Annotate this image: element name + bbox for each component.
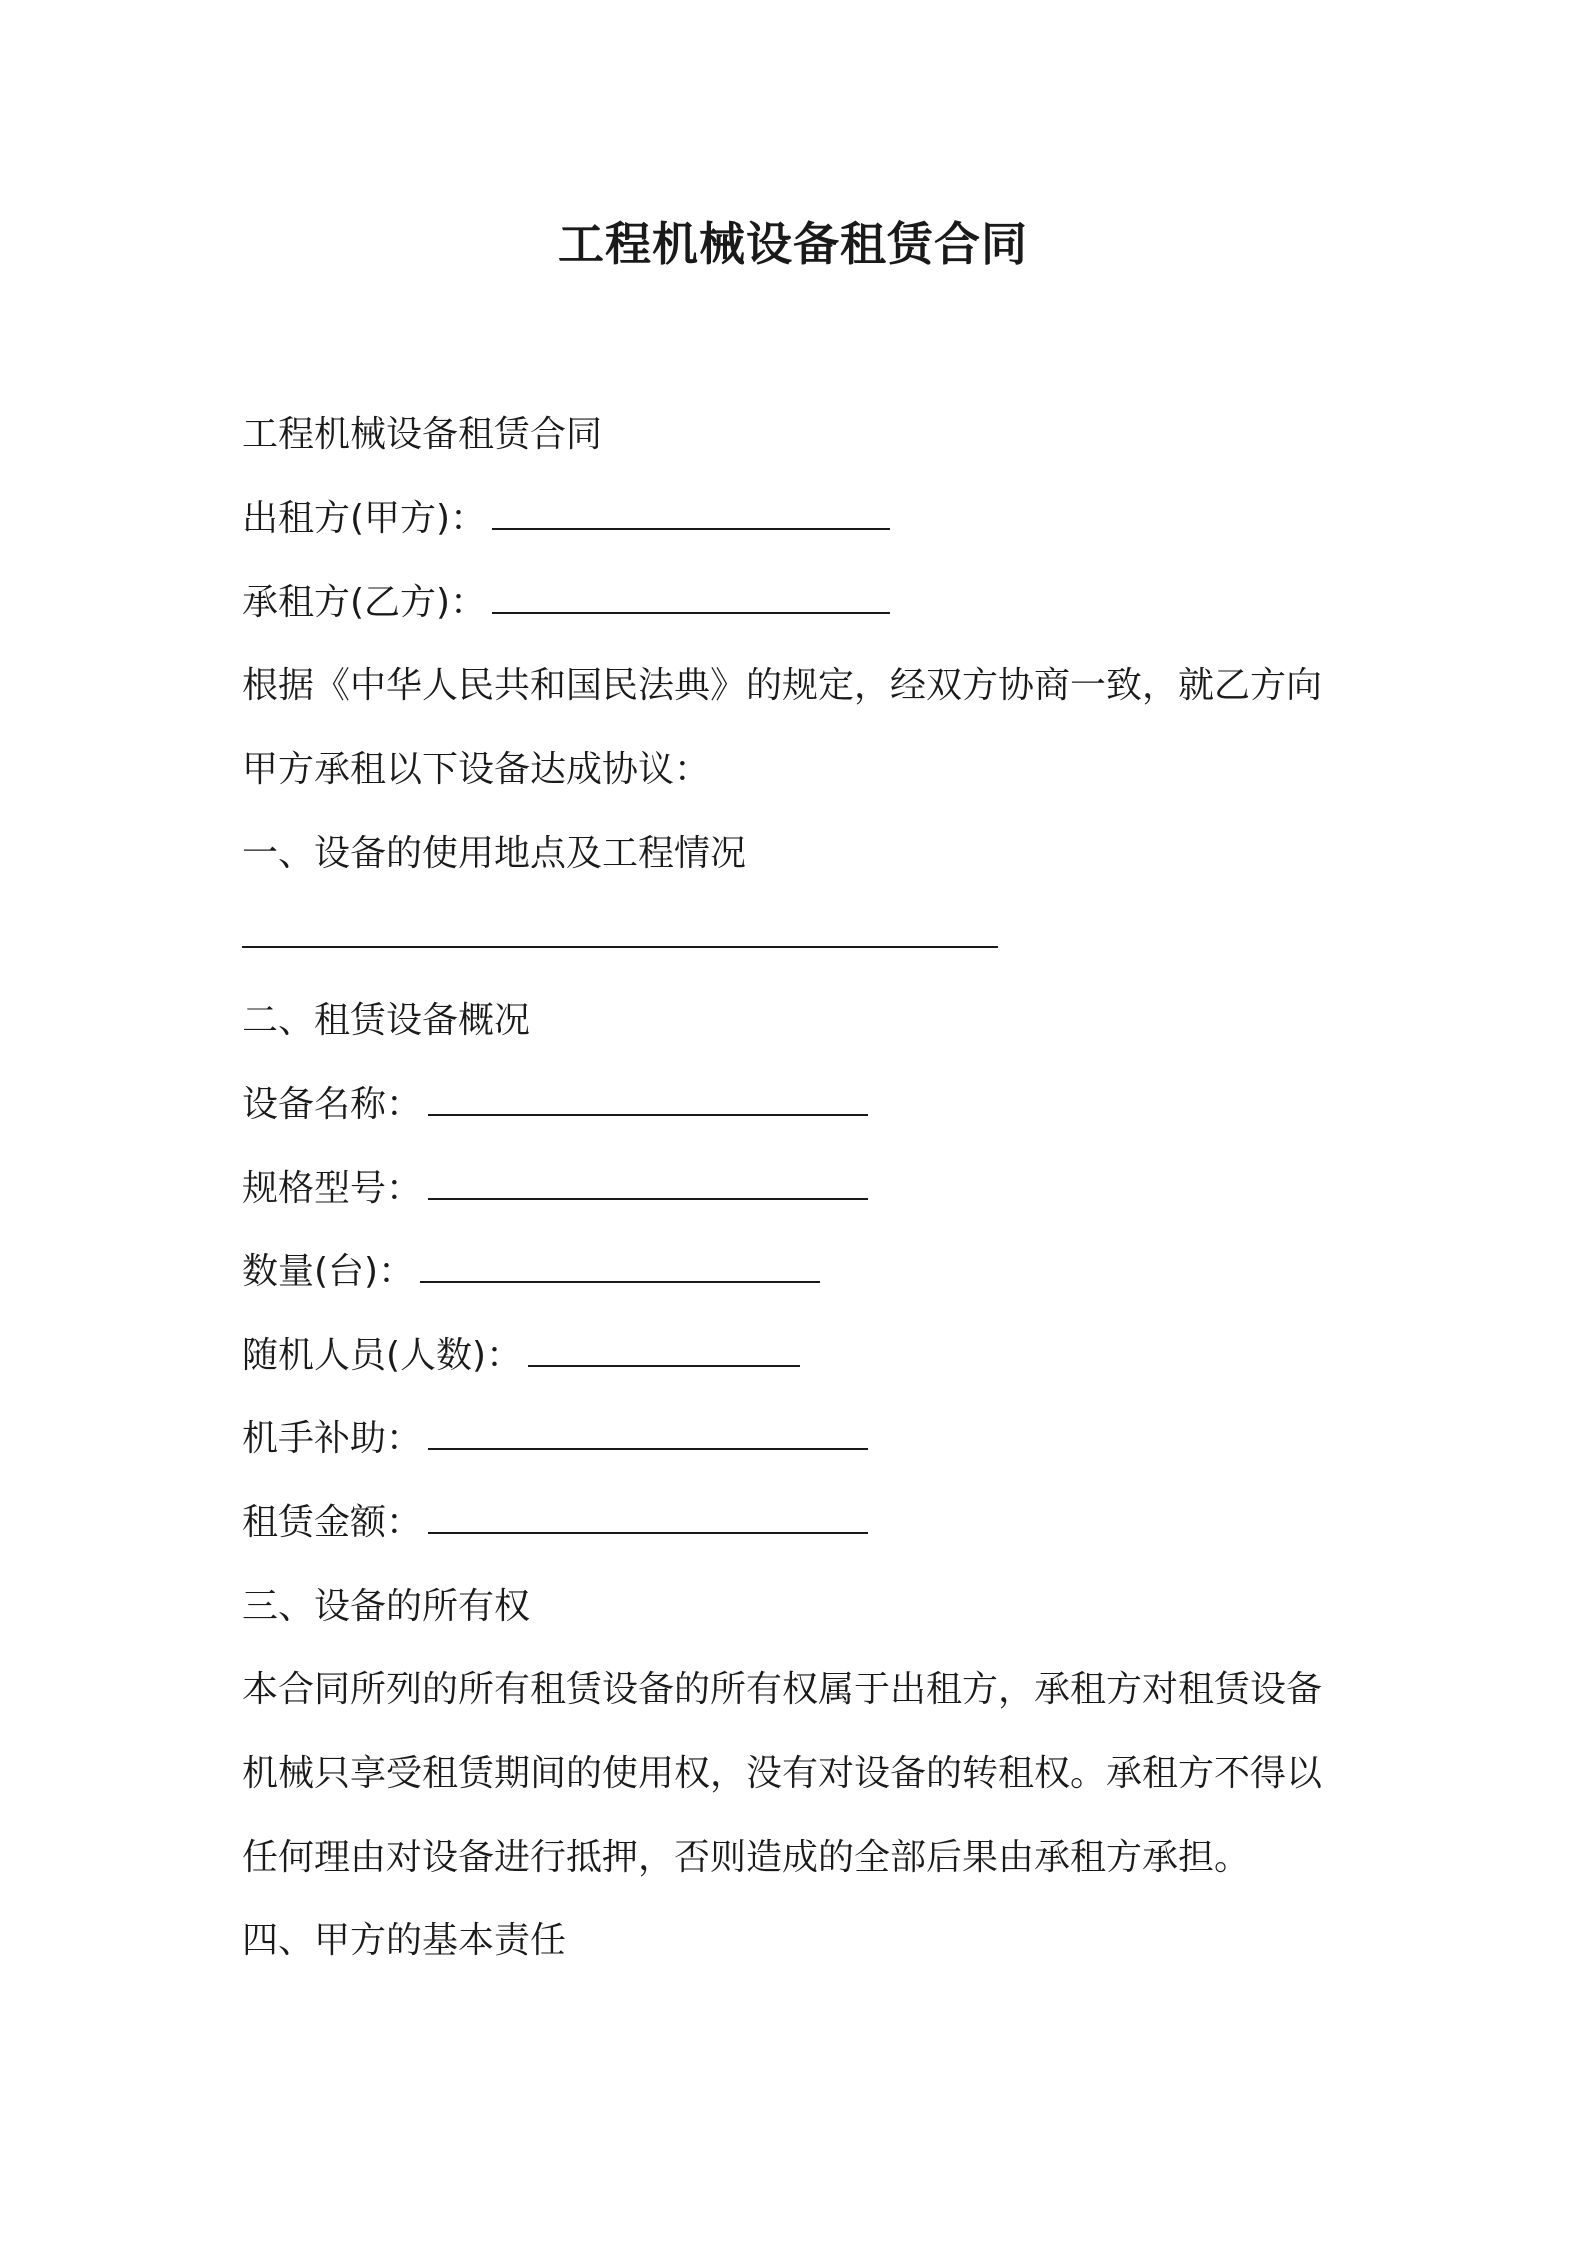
quantity-label: 数量(台)：	[242, 1251, 415, 1292]
lessee-line	[242, 578, 890, 628]
lessor-label: 出租方(甲方)：	[242, 498, 487, 539]
preamble-line-1: 根据《中华人民共和国民法典》的规定，经双方协商一致，就乙方向	[242, 665, 1323, 706]
section-4-heading: 四、甲方的基本责任	[242, 1920, 567, 1961]
section-1-heading: 一、设备的使用地点及工程情况	[242, 833, 747, 874]
section-3-line-2: 机械只享受租赁期间的使用权，没有对设备的转租权。承租方不得以	[242, 1753, 1323, 1794]
section-3-line-1: 本合同所列的所有租赁设备的所有权属于出租方，承租方对租赁设备	[242, 1669, 1323, 1710]
quantity-blank[interactable]	[420, 1247, 820, 1283]
lessee-label: 承租方(乙方)：	[242, 582, 487, 623]
document-title: 工程机械设备租赁合同	[558, 217, 1028, 271]
section-1-blank-line	[242, 912, 998, 962]
staff-label: 随机人员(人数)：	[242, 1335, 523, 1376]
operator-subsidy-line	[242, 1414, 868, 1464]
operator-subsidy-label: 机手补助：	[242, 1418, 423, 1459]
quantity-line	[242, 1247, 820, 1297]
model-line	[242, 1164, 868, 1214]
model-blank[interactable]	[428, 1164, 868, 1200]
rental-amount-line	[242, 1498, 868, 1548]
rental-amount-label: 租赁金额：	[242, 1502, 423, 1543]
section-3-heading: 三、设备的所有权	[242, 1586, 531, 1627]
equipment-name-line	[242, 1080, 868, 1130]
model-label: 规格型号：	[242, 1168, 423, 1209]
section-2-heading: 二、租赁设备概况	[242, 1000, 531, 1041]
operator-subsidy-blank[interactable]	[428, 1414, 868, 1450]
lessor-line	[242, 494, 890, 544]
staff-blank[interactable]	[528, 1331, 800, 1367]
usage-location-blank[interactable]	[242, 912, 998, 948]
subtitle: 工程机械设备租赁合同	[242, 414, 603, 455]
equipment-name-blank[interactable]	[428, 1080, 868, 1116]
equipment-name-label: 设备名称：	[242, 1084, 423, 1125]
lessor-blank[interactable]	[492, 494, 890, 530]
staff-line	[242, 1331, 800, 1381]
section-3-line-3: 任何理由对设备进行抵押，否则造成的全部后果由承租方承担。	[242, 1837, 1251, 1878]
rental-amount-blank[interactable]	[428, 1498, 868, 1534]
preamble-line-2: 甲方承租以下设备达成协议：	[242, 749, 711, 790]
lessee-blank[interactable]	[492, 578, 890, 614]
